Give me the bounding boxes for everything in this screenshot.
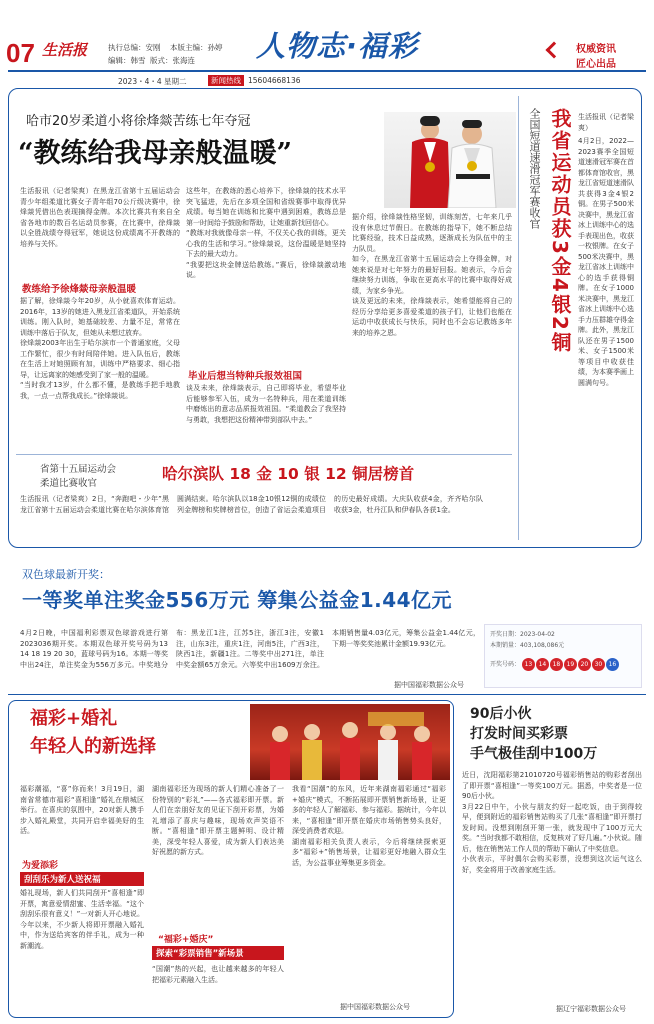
instant-title-1: 90后小伙 <box>470 706 532 722</box>
judo-athletes-illustration <box>384 112 516 208</box>
slogan-2: 匠心出品 <box>576 59 616 70</box>
harbin-divider <box>16 454 512 455</box>
masthead-rule <box>8 70 646 72</box>
judo-heading-2: 毕业后想当特种兵报效祖国 <box>188 371 303 382</box>
issue-date: 2023・4・4 <box>118 77 162 86</box>
blue-ball: 16 <box>606 658 619 671</box>
lottery-balls-label: 开奖号码： <box>490 661 521 668</box>
judo-title: “教练给我母亲般温暖” <box>18 138 293 169</box>
judo-col2-body-2: 谈及未来，徐烽燚表示，自己即将毕业，希望毕业后能够参军入伍，成为一名特种兵，用在柔道训练中磨炼出的意志品质报效祖国。“柔道教会了我坚持与勇敢，我想把这份精神带到部队中去。” <box>186 384 346 424</box>
red-ball: 30 <box>592 658 605 671</box>
red-ball: 18 <box>550 658 563 671</box>
harbin-sub-1: 省第十五届运动会 <box>40 464 117 475</box>
instant-title-3: 手气极佳刮中100万 <box>470 746 598 762</box>
sidebar-credit: 生活报讯（记者梁爽） <box>578 113 634 132</box>
judo-photo <box>384 112 516 208</box>
exec-editor: 执行总编：安刚 <box>108 43 161 52</box>
sidebar-title: 我省运动员获3金4银2铜 <box>548 108 572 354</box>
wedding-col2-body-2: “国潮”热的兴起，也让越来越多的年轻人把福彩元素融入生活。 <box>152 965 284 984</box>
paper-logo: 生活报 <box>42 41 88 59</box>
lottery-balls-row <box>490 658 620 671</box>
section-title: 人物志·福彩 <box>256 29 419 63</box>
harbin-title: 哈尔滨队 18 金 10 银 12 铜居榜首 <box>162 465 415 483</box>
judo-heading-1: 教练给予徐烽燚母亲般温暖 <box>22 284 137 295</box>
red-ball: 20 <box>578 658 591 671</box>
chief-editor: 本版主编：孙婷 <box>170 43 223 52</box>
sidebar-body: 4月2日，2022—2023赛季全国短道速滑冠军赛在首都体育馆收官，黑龙江省短道速滑队共获得3金4银2铜。在男子500米决赛中，黑龙江省冰上训练中心的选手表现出色，收获一枚银牌。在女子500米决赛中，黑龙江省冰上训练中心的选手获得铜牌。在女子1000米决赛中，黑龙江省冰上训练中心选手力压群雄夺得金牌。此外，黑龙江队还在男子1500米、女子1500米等项目中收获佳绩，为本赛季画上圆满句号。 <box>578 137 634 387</box>
harbin-body: 生活报讯（记者梁爽）2日，“奔跑吧・少年”黑龙江省第十五届运动会柔道比赛在哈尔滨体育馆圆满结束。哈尔滨队以18金10银12铜的成绩位列金牌榜和奖牌榜首位，创造了省运会柔道项目的历史最好成绩。大庆队收获4金，齐齐哈尔队收获3金，牡丹江队和伊春队各获1金。 <box>20 495 483 514</box>
slogan-1: 权威资讯 <box>576 44 616 55</box>
lottery-sub: 双色球最新开奖： <box>22 568 110 581</box>
instant-title-2: 打发时间买彩票 <box>470 726 568 742</box>
wedding-credit: 据中国福彩数据公众号 <box>340 1003 410 1011</box>
judo-subtitle: 哈市20岁柔道小将徐烽燚苦练七年夺冠 <box>26 114 251 129</box>
instant-body: 近日，沈阳福彩第21010720号福彩销售站的购彩者刮出了即开票“喜相逢”一等奖100万元。据悉，中奖者是一位90后小伙。 3月22日中午，小伙与朋友约好一起吃饭，由于到得较早，便到附近的福彩销售站购买了几张“喜相逢”即开票打发时间。没想到刚刮开第一张，就发现中了100万元大奖。“当时我都不敢相信，反复核对了好几遍。”小伙说。随后，他在销售站工作人员的帮助下确认了中奖信息。 小伙表示，平时偶尔会购买彩票，没想到这次运气这么好，奖金将用于改善家庭生活。 <box>462 771 642 874</box>
judo-col3-body: 据介绍，徐烽燚性格坚韧，训练刻苦，七年来几乎没有休息过节假日。在教练的指导下，她不断总结比赛经验，技术日益成熟，逐渐成长为队伍中的主力队员。 如今，在黑龙江省第十五届运动会上夺得金牌，对她来说是对七年努力的最好回报。她表示，今后会继续努力训练，争取在更高水平的比赛中取得好成绩，为家乡争光。 谈及更远的未来，徐烽燚表示，她希望能将自己的经历分享给更多喜爱柔道的孩子们，让他们也能在运动中收获成长与快乐，同时也不会忘记教练多年来的培养之恩。 <box>352 213 512 337</box>
page-number: 07 <box>6 38 35 68</box>
wedding-col1-body: 福彩潮福，“喜”你而来！3月19日，湖南省常德市福彩“喜相逢”婚礼在鼎城区举行。在喜庆的氛围中，20对新人携手步入婚礼殿堂，共同开启幸福美好的生活。 <box>20 785 144 835</box>
lottery-title: 一等奖单注奖金556万元 筹集公益金1.44亿元 <box>22 588 453 612</box>
hotline-label: 新闻热线 <box>208 75 244 86</box>
judo-lead: 生活报讯（记者梁爽）在黑龙江省第十五届运动会青少年组柔道比赛女子青年组70公斤级决赛中，徐烽燚凭借出色表现摘得金牌。本次比赛共有来自全省各地市的数百名运动员参赛，在比赛中，徐烽燚以全胜战绩夺得冠军，她说这份成绩离不开教练的培养与关怀。 <box>20 187 180 248</box>
sidebar-subtitle: 全国短道速滑冠军赛收官 <box>528 108 541 229</box>
wedding-title-1: 福彩+婚礼 <box>30 708 118 729</box>
red-ball: 19 <box>564 658 577 671</box>
wedding-couples-illustration <box>250 704 450 780</box>
section-rule <box>8 694 646 695</box>
lottery-sales: 本期销量：403,108,086元 <box>490 642 565 649</box>
wedding-heading-1: 为爱添彩 <box>22 861 59 871</box>
wedding-photo <box>250 704 450 780</box>
wedding-tag-2: 探索“彩票销售”新场景 <box>152 946 284 960</box>
issue-weekday: 星期二 <box>164 77 187 86</box>
wedding-tag-1: 刮刮乐为新人送祝福 <box>20 872 144 886</box>
lottery-draw-date: 开奖日期：2023-04-02 <box>490 631 555 638</box>
lottery-credit: 据中国福彩数据公众号 <box>394 681 464 689</box>
chevron-icon <box>546 42 563 59</box>
wedding-heading-2: “福彩+婚庆” <box>158 935 214 945</box>
designer: 版式：张海连 <box>150 56 195 65</box>
red-ball: 13 <box>522 658 535 671</box>
judo-col2-body: 这些年，在教练的悉心培养下，徐烽燚的技术水平突飞猛进，先后在多项全国和省级赛事中取得优异成绩。每当她在训练和比赛中遇到困难，教练总是第一时间给予鼓励和帮助，让她重新找回信心。 “教练对我就像母亲一样，不仅关心我的训练，更关心我的生活和学习。”徐烽燚说，这份温暖是她坚持下去的最大动力。 “我要把这块金牌送给教练。”赛后，徐烽燚激动地说。 <box>186 187 346 279</box>
judo-col1-body: 据了解，徐烽燚今年20岁，从小就喜欢体育运动。2016年，13岁的她进入黑龙江省柔道队，开始系统训练。刚入队时，她基础较差、力量不足，常常在训练中落后于队友，但她从未想过放弃。 徐烽燚2003年出生于哈尔滨市一个普通家庭，父母工作繁忙，很少有时间陪伴她。进入队伍后，教练在生活上对她照顾有加，训练中严格要求、细心指导，让远离家的她感受到了家一般的温暖。 “当时我才13岁，什么都不懂，是教练手把手地教我，一点一点帮我成长。”徐烽燚说。 <box>20 297 180 400</box>
harbin-sub-2: 柔道比赛收官 <box>40 478 98 489</box>
wedding-title-2: 年轻人的新选择 <box>30 736 156 757</box>
instant-credit: 据辽宁福彩数据公众号 <box>556 1005 626 1013</box>
sidebar-divider <box>518 96 519 540</box>
wedding-col3-body: 我看“国潮”的东风，近年来湖南福彩通过“福彩+婚庆”模式，不断拓展即开票销售新场景，让更多的年轻人了解福彩、参与福彩。据统计，今年以来，“喜相逢”即开票在婚庆市场销售势头良好，深受消费者欢迎。 湖南福彩相关负责人表示，今后将继续探索更多“福彩+”销售场景，让福彩更好地融入群众生活，为公益事业筹集更多资金。 <box>292 785 446 867</box>
wedding-col1-body-2: 婚礼现场，新人们共同刮开“喜相逢”即开票，寓意爱情甜蜜、生活幸福。“这个刮刮乐很有意义！”一对新人开心地说。今年以来，不少新人将即开票融入婚礼中，作为送给宾客的伴手礼，成为一种新潮流。 <box>20 889 144 950</box>
red-ball: 14 <box>536 658 549 671</box>
lottery-body: 4月2日晚，中国福利彩票双色球游戏进行第2023036期开奖。本期双色球开奖号码为13 14 18 19 20 30，蓝球号码为16。本期一等奖中出24注，单注奖金为556万多元。中奖地分布：黑龙江1注，江苏5注，浙江3注，安徽1注，山东3注，重庆1注，河南5注，广西3注，陕西1注，新疆1注。二等奖中出271注，单注中奖金额65万余元。六等奖中出1609万余注。本期销售量4.03亿元，筹集公益金1.44亿元，下期一等奖奖池累计金额19.93亿元。 <box>20 629 480 669</box>
editor: 编辑：韩雪 <box>108 56 146 65</box>
wedding-col2-body: 湖南福彩还为现场的新人们精心准备了一份特别的“彩礼”——各式福彩即开票。新人们在亲朋好友的见证下刮开彩票，为婚礼增添了喜庆与趣味，现场欢声笑语不断。“喜相逢”即开票主题鲜明、设计精美，深受年轻人喜爱，成为新人们表达美好祝愿的新方式。 <box>152 785 284 856</box>
hotline-number: 15604668136 <box>248 76 301 85</box>
